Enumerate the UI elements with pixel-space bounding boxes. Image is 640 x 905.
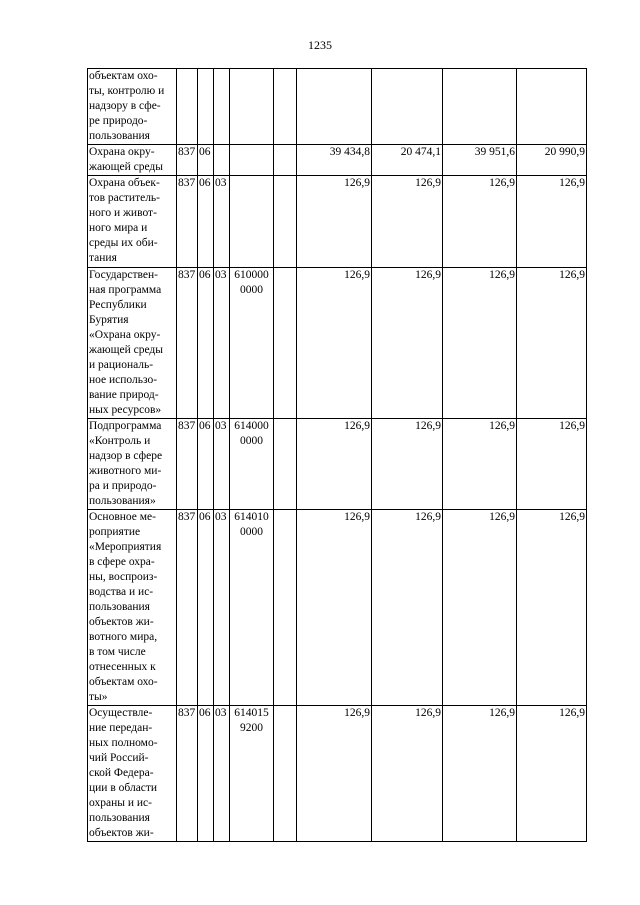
amount-1: 126,9 — [297, 706, 372, 842]
amount-3 — [443, 69, 517, 145]
amount-1: 126,9 — [297, 176, 372, 268]
table-row — [88, 176, 587, 268]
expense-type-code — [274, 419, 297, 510]
target-article-code: 614010 0000 — [230, 510, 274, 706]
table-row — [88, 510, 587, 706]
amount-1 — [297, 69, 372, 145]
amount-2: 126,9 — [372, 706, 443, 842]
amount-2: 126,9 — [372, 510, 443, 706]
page-number: 1235 — [308, 38, 332, 52]
ved-code: 837 — [177, 145, 198, 176]
amount-4: 126,9 — [517, 510, 587, 706]
ved-code: 837 — [177, 510, 198, 706]
target-article-code — [230, 145, 274, 176]
target-article-code — [230, 69, 274, 145]
ved-code: 837 — [177, 268, 198, 419]
subsection-code — [214, 145, 230, 176]
target-article-code: 610000 0000 — [230, 268, 274, 419]
section-code: 06 — [198, 145, 214, 176]
table-row — [88, 706, 587, 842]
subsection-code: 03 — [214, 510, 230, 706]
amount-4: 126,9 — [517, 419, 587, 510]
section-code: 06 — [198, 176, 214, 268]
section-code: 06 — [198, 706, 214, 842]
row-name: Охрана объек- тов раститель- ного и живот- ного мира и среды их оби- тания — [88, 176, 177, 268]
amount-1: 126,9 — [297, 419, 372, 510]
ved-code: 837 — [177, 706, 198, 842]
section-code: 06 — [198, 419, 214, 510]
subsection-code: 03 — [214, 706, 230, 842]
row-name: Государствен- ная программа Республики Бурятия «Охрана окру- жающей среды и рациональ- ное использо- вание природ- ных ресурсов» — [88, 268, 177, 419]
amount-2: 126,9 — [372, 268, 443, 419]
subsection-code: 03 — [214, 176, 230, 268]
amount-4: 126,9 — [517, 706, 587, 842]
amount-3: 39 951,6 — [443, 145, 517, 176]
section-code: 06 — [198, 510, 214, 706]
table-row — [88, 419, 587, 510]
table-row — [88, 268, 587, 419]
expense-type-code — [274, 176, 297, 268]
table-row — [88, 145, 587, 176]
row-name: объектам охо- ты, контролю и надзору в сфе- ре природо- пользования — [88, 69, 177, 145]
amount-3: 126,9 — [443, 510, 517, 706]
amount-1: 126,9 — [297, 268, 372, 419]
target-article-code: 614015 9200 — [230, 706, 274, 842]
amount-2: 126,9 — [372, 419, 443, 510]
amount-1: 39 434,8 — [297, 145, 372, 176]
amount-4: 20 990,9 — [517, 145, 587, 176]
target-article-code: 614000 0000 — [230, 419, 274, 510]
amount-2 — [372, 69, 443, 145]
amount-4: 126,9 — [517, 268, 587, 419]
expense-type-code — [274, 69, 297, 145]
amount-3: 126,9 — [443, 176, 517, 268]
amount-4: 126,9 — [517, 176, 587, 268]
expense-type-code — [274, 145, 297, 176]
subsection-code: 03 — [214, 268, 230, 419]
table-row — [88, 69, 587, 145]
target-article-code — [230, 176, 274, 268]
amount-3: 126,9 — [443, 419, 517, 510]
amount-3: 126,9 — [443, 268, 517, 419]
row-name: Основное ме- роприятие «Мероприятия в сфере охра- ны, воспроиз- водства и ис- пользования объектов жи- вотного мира, в том числе отнесенных к объектам охо- ты» — [88, 510, 177, 706]
amount-3: 126,9 — [443, 706, 517, 842]
ved-code: 837 — [177, 419, 198, 510]
expense-type-code — [274, 510, 297, 706]
ved-code — [177, 69, 198, 145]
row-name: Осуществле- ние передан- ных полномо- чий Россий- ской Федера- ции в области охраны и ис- пользования объектов жи- — [88, 706, 177, 842]
expense-type-code — [274, 706, 297, 842]
section-code: 06 — [198, 268, 214, 419]
section-code — [198, 69, 214, 145]
subsection-code — [214, 69, 230, 145]
row-name: Охрана окру- жающей среды — [88, 145, 177, 176]
amount-4 — [517, 69, 587, 145]
amount-2: 126,9 — [372, 176, 443, 268]
row-name: Подпрограмма «Контроль и надзор в сфере животного ми- ра и природо- пользования» — [88, 419, 177, 510]
amount-2: 20 474,1 — [372, 145, 443, 176]
subsection-code: 03 — [214, 419, 230, 510]
expense-type-code — [274, 268, 297, 419]
budget-table — [87, 68, 587, 842]
amount-1: 126,9 — [297, 510, 372, 706]
ved-code: 837 — [177, 176, 198, 268]
